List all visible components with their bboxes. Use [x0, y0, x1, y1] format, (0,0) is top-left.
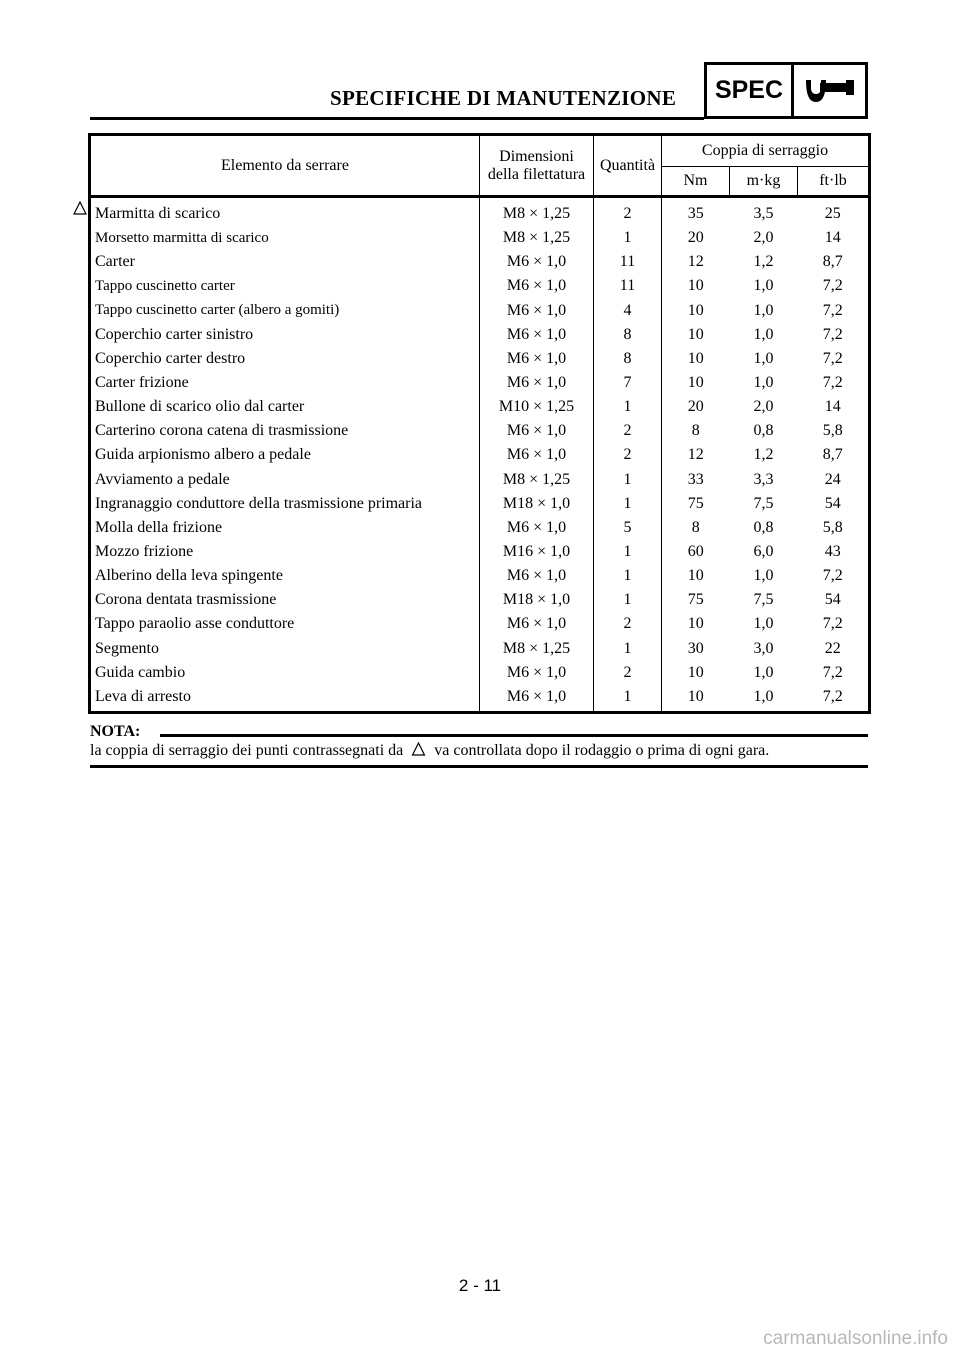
cell-mkg: 1,0 [753, 325, 774, 343]
cell-mkg: 3,3 [753, 470, 774, 488]
header-thread-line1: Dimensioni [499, 147, 574, 165]
table-row [90, 492, 870, 516]
table-row [90, 564, 870, 588]
cell-nm: 12 [662, 250, 730, 274]
cell-thread: M18 × 1,0 [480, 588, 594, 612]
table-row [90, 612, 870, 636]
cell-thread: M6 × 1,0 [480, 274, 594, 298]
triangle-outline-icon [411, 742, 426, 756]
cell-ftlb: 7,2 [822, 349, 843, 367]
cell-nm: 8 [662, 419, 730, 443]
cell-thread: M6 × 1,0 [480, 371, 594, 395]
cell-ftlb: 7,2 [822, 687, 843, 705]
cell-qty: 2 [594, 197, 662, 227]
torque-table-container [88, 133, 868, 714]
cell-nm: 10 [662, 299, 730, 323]
cell-qty: 1 [594, 564, 662, 588]
cell-mkg: 1,0 [753, 615, 774, 633]
cell-nm: 10 [662, 274, 730, 298]
cell-item: Alberino della leva spingente [90, 564, 480, 588]
wrench-icon [794, 65, 865, 116]
cell-qty: 11 [594, 274, 662, 298]
cell-ftlb: 14 [824, 229, 841, 247]
table-row [90, 443, 870, 467]
note-text-before: la coppia di serraggio dei punti contrassegnati da [90, 742, 404, 759]
cell-qty: 8 [594, 347, 662, 371]
cell-mkg: 1,0 [753, 277, 774, 295]
cell-nm: 60 [662, 540, 730, 564]
table-row [90, 661, 870, 685]
table-row [90, 274, 870, 298]
cell-mkg: 1,0 [753, 567, 774, 585]
cell-item: Avviamento a pedale [90, 468, 480, 492]
cell-item: Carter frizione [90, 371, 480, 395]
cell-qty: 2 [594, 612, 662, 636]
cell-item: Segmento [90, 637, 480, 661]
cell-nm: 10 [662, 661, 730, 685]
cell-item: Carterino corona catena di trasmissione [90, 419, 480, 443]
cell-mkg: 2,0 [753, 229, 774, 247]
header-mkg: m·kg [730, 167, 798, 197]
cell-mkg: 6,0 [753, 543, 774, 561]
cell-nm: 35 [662, 197, 730, 227]
table-row [90, 516, 870, 540]
cell-thread: M6 × 1,0 [480, 516, 594, 540]
cell-ftlb: 7,2 [822, 663, 843, 681]
cell-mkg: 1,0 [753, 687, 774, 705]
cell-qty: 1 [594, 685, 662, 713]
cell-qty: 1 [594, 540, 662, 564]
cell-item: Guida cambio [90, 661, 480, 685]
cell-thread: M6 × 1,0 [480, 661, 594, 685]
cell-qty: 1 [594, 226, 662, 250]
cell-thread: M6 × 1,0 [480, 323, 594, 347]
cell-nm: 33 [662, 468, 730, 492]
cell-ftlb: 7,2 [822, 567, 843, 585]
cell-nm: 10 [662, 612, 730, 636]
cell-item: Molla della frizione [90, 516, 480, 540]
cell-nm: 75 [662, 492, 730, 516]
cell-thread: M6 × 1,0 [480, 564, 594, 588]
cell-ftlb: 7,2 [822, 325, 843, 343]
cell-item: Tappo paraolio asse conduttore [90, 612, 480, 636]
cell-nm: 12 [662, 443, 730, 467]
cell-nm: 20 [662, 226, 730, 250]
cell-qty: 7 [594, 371, 662, 395]
cell-item: Tappo cuscinetto carter [90, 274, 480, 298]
header-qty: Quantità [594, 135, 662, 197]
cell-ftlb: 24 [824, 470, 841, 488]
cell-ftlb: 7,2 [822, 301, 843, 319]
torque-table [88, 133, 871, 714]
table-row [90, 347, 870, 371]
cell-thread: M16 × 1,0 [480, 540, 594, 564]
cell-qty: 4 [594, 299, 662, 323]
cell-item: Bullone di scarico olio dal carter [90, 395, 480, 419]
header-torque: Coppia di serraggio [662, 135, 870, 167]
note-label: NOTA: [90, 723, 141, 740]
cell-mkg: 3,0 [753, 639, 774, 657]
cell-thread: M6 × 1,0 [480, 685, 594, 713]
header-thread [480, 135, 594, 197]
table-row [90, 468, 870, 492]
table-body [90, 197, 870, 713]
cell-item: Guida arpionismo albero a pedale [90, 443, 480, 467]
cell-mkg: 1,2 [753, 253, 774, 271]
cell-ftlb: 7,2 [822, 277, 843, 295]
cell-ftlb: 5,8 [822, 518, 843, 536]
cell-thread: M8 × 1,25 [480, 197, 594, 227]
cell-ftlb: 7,2 [822, 615, 843, 633]
table-row [90, 371, 870, 395]
table-row [90, 540, 870, 564]
header-ftlb: ft·lb [798, 167, 870, 197]
cell-ftlb: 8,7 [822, 253, 843, 271]
header-divider [90, 117, 704, 120]
table-row [90, 226, 870, 250]
cell-thread: M6 × 1,0 [480, 250, 594, 274]
note-text-after: va controllata dopo il rodaggio o prima di ogni gara. [434, 742, 770, 759]
cell-ftlb: 5,8 [822, 422, 843, 440]
cell-nm: 10 [662, 323, 730, 347]
cell-nm: 30 [662, 637, 730, 661]
cell-item: Morsetto marmitta di scarico [90, 226, 480, 250]
header-item: Elemento da serrare [90, 135, 480, 197]
cell-mkg: 3,5 [753, 205, 774, 223]
cell-ftlb: 54 [824, 591, 841, 609]
header-nm: Nm [662, 167, 730, 197]
cell-item: Corona dentata trasmissione [90, 588, 480, 612]
note-divider-bottom [90, 765, 868, 768]
cell-mkg: 1,0 [753, 663, 774, 681]
cell-item: Mozzo frizione [90, 540, 480, 564]
cell-thread: M18 × 1,0 [480, 492, 594, 516]
cell-qty: 2 [594, 661, 662, 685]
cell-qty: 1 [594, 588, 662, 612]
cell-mkg: 7,5 [753, 591, 774, 609]
cell-mkg: 1,0 [753, 349, 774, 367]
cell-thread: M8 × 1,25 [480, 637, 594, 661]
cell-item: Marmitta di scarico [90, 197, 480, 227]
cell-nm: 10 [662, 685, 730, 713]
cell-qty: 1 [594, 395, 662, 419]
table-row [90, 637, 870, 661]
cell-ftlb: 25 [824, 205, 841, 223]
page-number: 2 - 11 [458, 1276, 502, 1295]
cell-nm: 10 [662, 371, 730, 395]
cell-thread: M6 × 1,0 [480, 443, 594, 467]
cell-mkg: 0,8 [753, 422, 774, 440]
cell-item: Leva di arresto [90, 685, 480, 713]
cell-nm: 10 [662, 347, 730, 371]
note-text [90, 742, 769, 760]
spec-badge-label: SPEC [707, 65, 794, 116]
cell-qty: 2 [594, 443, 662, 467]
cell-ftlb: 54 [824, 494, 841, 512]
cell-nm: 10 [662, 564, 730, 588]
table-row [90, 197, 870, 227]
table-row [90, 299, 870, 323]
cell-ftlb: 14 [824, 398, 841, 416]
cell-qty: 1 [594, 468, 662, 492]
cell-ftlb: 8,7 [822, 446, 843, 464]
cell-qty: 8 [594, 323, 662, 347]
cell-qty: 2 [594, 419, 662, 443]
cell-item: Carter [90, 250, 480, 274]
cell-thread: M6 × 1,0 [480, 612, 594, 636]
cell-mkg: 1,0 [753, 301, 774, 319]
cell-nm: 75 [662, 588, 730, 612]
cell-thread: M8 × 1,25 [480, 226, 594, 250]
cell-nm: 8 [662, 516, 730, 540]
cell-mkg: 1,0 [753, 374, 774, 392]
cell-nm: 20 [662, 395, 730, 419]
cell-mkg: 1,2 [753, 446, 774, 464]
table-row [90, 323, 870, 347]
cell-mkg: 2,0 [753, 398, 774, 416]
table-row [90, 685, 870, 713]
note-divider-top [160, 734, 868, 737]
table-row [90, 250, 870, 274]
page-title: SPECIFICHE DI MANUTENZIONE [330, 86, 677, 110]
cell-item: Ingranaggio conduttore della trasmissione primaria [90, 492, 480, 516]
triangle-outline-icon [73, 201, 87, 215]
cell-qty: 11 [594, 250, 662, 274]
cell-thread: M8 × 1,25 [480, 468, 594, 492]
table-row [90, 419, 870, 443]
watermark: carmanualsonline.info [763, 1328, 948, 1349]
cell-thread: M6 × 1,0 [480, 299, 594, 323]
table-row [90, 588, 870, 612]
cell-ftlb: 43 [824, 543, 841, 561]
cell-item: Tappo cuscinetto carter (albero a gomiti) [90, 299, 480, 323]
header-thread-line2: della filettatura [487, 165, 586, 183]
cell-thread: M10 × 1,25 [480, 395, 594, 419]
cell-thread: M6 × 1,0 [480, 347, 594, 371]
cell-mkg: 7,5 [753, 494, 774, 512]
cell-qty: 1 [594, 637, 662, 661]
cell-qty: 1 [594, 492, 662, 516]
table-row [90, 395, 870, 419]
cell-mkg: 0,8 [753, 518, 774, 536]
cell-ftlb: 22 [824, 639, 841, 657]
spec-badge [704, 62, 868, 119]
cell-ftlb: 7,2 [822, 374, 843, 392]
cell-item: Coperchio carter destro [90, 347, 480, 371]
cell-item: Coperchio carter sinistro [90, 323, 480, 347]
cell-thread: M6 × 1,0 [480, 419, 594, 443]
cell-qty: 5 [594, 516, 662, 540]
